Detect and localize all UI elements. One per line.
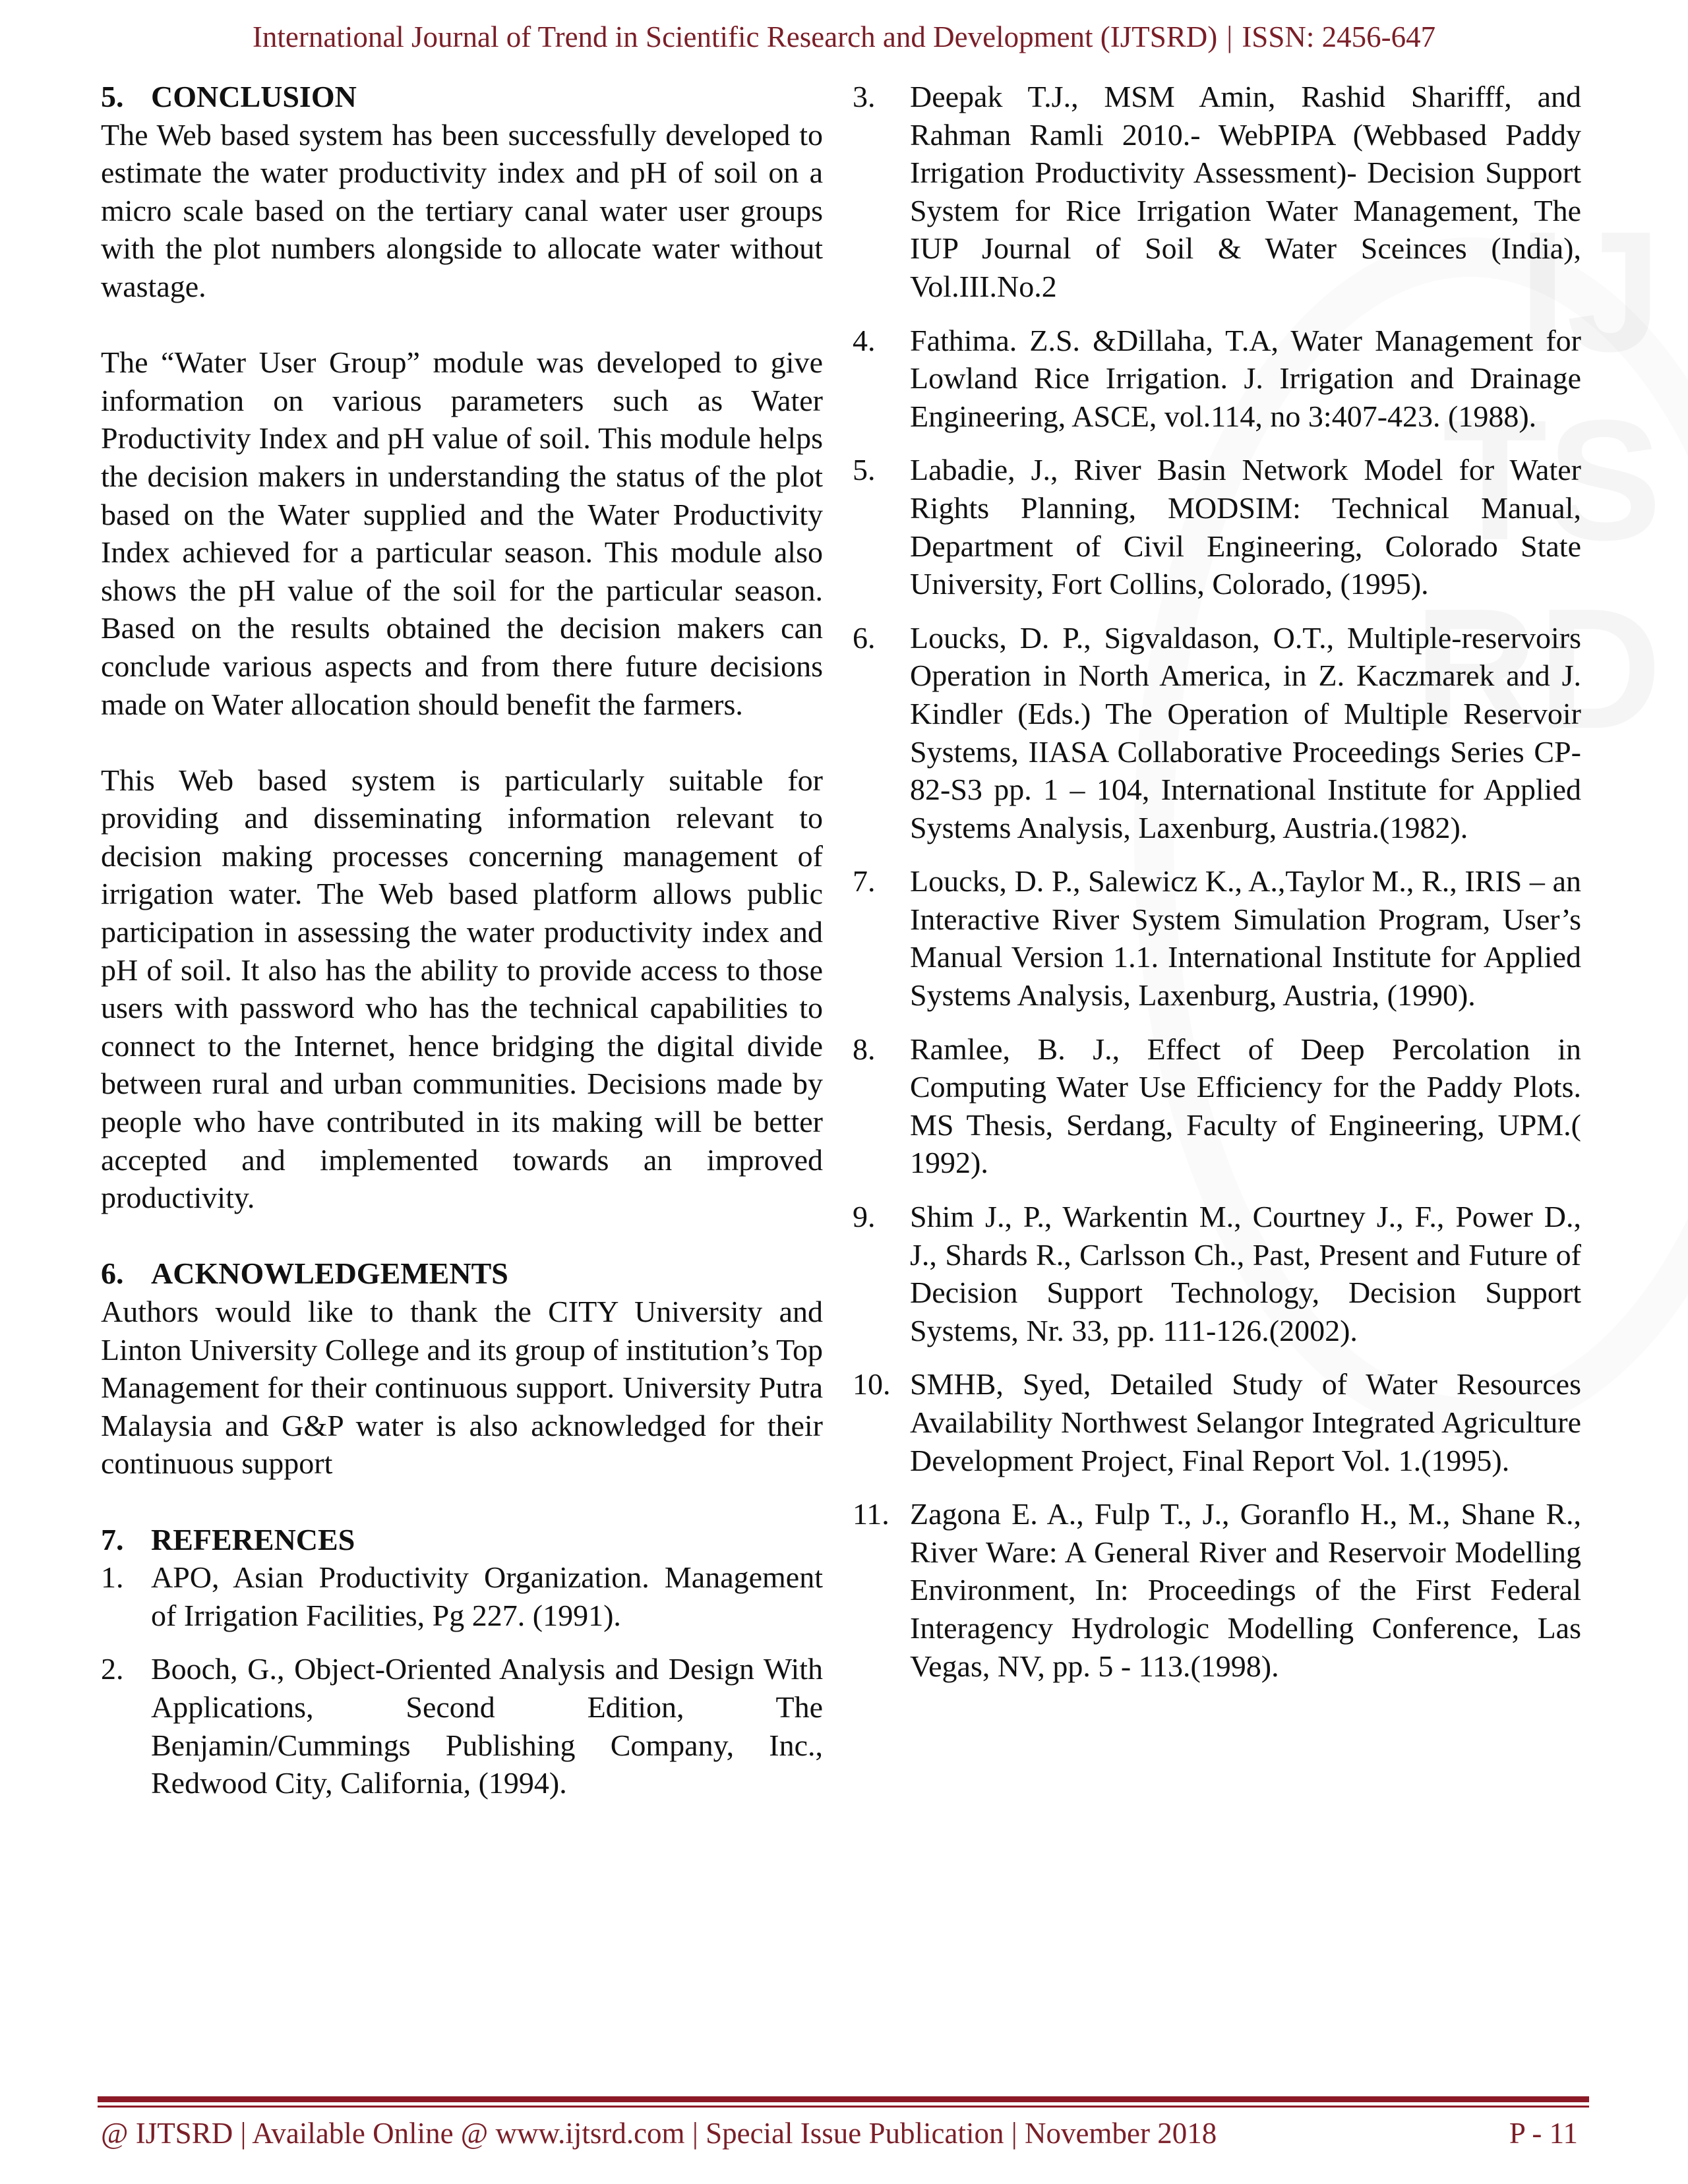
footer-date: November 2018: [1025, 2117, 1217, 2150]
reference-text: SMHB, Syed, Detailed Study of Water Resources Availability Northwest Selangor Integrated Agriculture Development Project, Final Report Vol. 1.(1995).: [910, 1367, 1581, 1477]
reference-item: [853, 1365, 1581, 1479]
reference-list-left: [101, 1558, 823, 1802]
reference-item: [853, 619, 1581, 847]
reference-number: 1.: [101, 1560, 124, 1595]
reference-number: 10.: [853, 1367, 891, 1402]
section-title: CONCLUSION: [151, 80, 357, 113]
conclusion-paragraph-2: The “Water User Group” module was developed to give information on various parameters such as Water Productivity Index and pH value of soil. This module helps the decision makers in understanding the status of the plot based on the Water supplied and the Water Productivity Index achieved for a particular season. This module also shows the pH value of the soil for the particular season. Based on the results obtained the decision makers can conclude various aspects and from there future decisions made on Water allocation should benefit the farmers.: [101, 345, 823, 721]
footer-separator: |: [240, 2117, 253, 2150]
reference-item: [101, 1558, 823, 1634]
reference-text: APO, Asian Productivity Organization. Management of Irrigation Facilities, Pg 227. (1991).: [151, 1560, 823, 1632]
reference-text: Loucks, D. P., Salewicz K., A.,Taylor M., R., IRIS – an Interactive River System Simulation Program, User’s Manual Version 1.1. International Institute for Applied Systems Analysis, Laxenburg, Austria, (1990).: [910, 864, 1581, 1013]
watermark: IJ TS RD: [1414, 198, 1662, 765]
issn: ISSN: 2456-647: [1242, 20, 1436, 53]
section-title: ACKNOWLEDGEMENTS: [151, 1256, 508, 1291]
conclusion-paragraph-1: The Web based system has been successfully developed to estimate the water productivity index and pH of soil on a micro scale based on the tertiary canal water user groups with the plot numbers alongside to allocate water without wastage.: [101, 117, 823, 303]
section-number: 5.: [101, 80, 124, 113]
reference-text: Shim J., P., Warkentin M., Courtney J., F., Power D., J., Shards R., Carlsson Ch., Past, Present and Future of Decision Support Technology, Decision Support Systems, Nr. 33, pp. 111-126.(2002).: [910, 1200, 1581, 1347]
section-number: 6.: [101, 1256, 124, 1291]
footer-online-link[interactable]: Available Online @ www.ijtsrd.com: [252, 2117, 685, 2150]
reference-number: 8.: [853, 1032, 876, 1066]
reference-item: [853, 862, 1581, 1014]
reference-number: 9.: [853, 1200, 876, 1234]
footer-site: @ IJTSRD: [101, 2117, 233, 2150]
reference-number: 2.: [101, 1652, 124, 1686]
reference-item: [853, 78, 1581, 306]
reference-text: Labadie, J., River Basin Network Model for Water Rights Planning, MODSIM: Technical Manual, Department of Civil Engineering, Colorado State University, Fort Collins, Colorado, (1995).: [910, 453, 1581, 601]
reference-text: Fathima. Z.S. &Dillaha, T.A, Water Management for Lowland Rice Irrigation. J. Irrigation and Drainage Engineering, ASCE, vol.114, no 3:407-423. (1988).: [910, 323, 1581, 433]
page-number: P - 11: [1509, 2117, 1578, 2150]
footer-separator: |: [1011, 2117, 1025, 2150]
right-column: [853, 78, 1581, 1701]
references-heading: [101, 1521, 823, 1559]
reference-number: 3.: [853, 80, 876, 113]
reference-item: [853, 1495, 1581, 1685]
reference-number: 5.: [853, 453, 876, 487]
section-title: REFERENCES: [151, 1522, 355, 1556]
acknowledgements-heading: [101, 1254, 823, 1293]
reference-item: [853, 1198, 1581, 1349]
reference-text: Loucks, D. P., Sigvaldason, O.T., Multiple-reservoirs Operation in North America, in Z. Kaczmarek and J. Kindler (Eds.) The Operation of Multiple Reservoir Systems, IIASA Collaborative Proceedings Series CP-82-S3 pp. 1 – 104, International Institute for Applied Systems Analysis, Laxenburg, Austria.(1982).: [910, 620, 1581, 844]
reference-number: 6.: [853, 620, 876, 655]
reference-item: [853, 322, 1581, 436]
reference-text: Deepak T.J., MSM Amin, Rashid Sharifff, and Rahman Ramli 2010.- WebPIPA (Webbased Paddy Irrigation Productivity Assessment)- Decision Support System for Rice Irrigation Water Management, The IUP Journal of Soil & Water Sceinces (India), Vol.III.No.2: [910, 80, 1581, 303]
reference-number: 4.: [853, 323, 876, 357]
conclusion-paragraph-3: This Web based system is particularly suitable for providing and disseminating information relevant to decision making processes concerning management of irrigation water. The Web based platform allows public participation in assessing the water productivity index and pH of soil. It also has the ability to provide access to those users with password who has the technical capabilities to connect to the Internet, hence bridging the digital divide between rural and urban communities. Decisions made by people who have contributed in its making will be better accepted and implemented towards an improved productivity.: [101, 763, 823, 1215]
footer-issue: Special Issue Publication: [706, 2117, 1004, 2150]
footer-rule-thick: [98, 2096, 1589, 2102]
footer-separator: |: [692, 2117, 706, 2150]
footer-rule-thin: [98, 2106, 1589, 2108]
journal-name: International Journal of Trend in Scientific Research and Development (IJTSRD): [252, 20, 1218, 53]
running-footer: [101, 2116, 1578, 2150]
reference-item: [853, 451, 1581, 603]
section-number: 7.: [101, 1522, 124, 1556]
running-header: [0, 20, 1688, 54]
reference-text: Zagona E. A., Fulp T., J., Goranflo H., M., Shane R., River Ware: A General River and Reservoir Modelling Environment, In: Proceedings of the First Federal Interagency Hydrologic Modelling Conference, Las Vegas, NV, pp. 5 - 113.(1998).: [910, 1497, 1581, 1683]
reference-text: Ramlee, B. J., Effect of Deep Percolation in Computing Water Use Efficiency for the Paddy Plots. MS Thesis, Serdang, Faculty of Engineering, UPM.( 1992).: [910, 1032, 1581, 1180]
reference-item: [853, 1030, 1581, 1182]
reference-list-right: [853, 78, 1581, 1685]
left-column: [101, 78, 823, 1818]
header-separator: |: [1226, 20, 1233, 53]
reference-number: 7.: [853, 864, 876, 899]
reference-text: Booch, G., Object-Oriented Analysis and Design With Applications, Second Edition, The Benjamin/Cummings Publishing Company, Inc., Redwood City, California, (1994).: [151, 1652, 823, 1800]
conclusion-heading: [101, 78, 823, 116]
acknowledgements-text: Authors would like to thank the CITY University and Linton University College and its group of institution’s Top Management for their continuous support. University Putra Malaysia and G&P water is also acknowledged for their continuous support: [101, 1295, 823, 1481]
reference-number: 11.: [853, 1497, 889, 1531]
reference-item: [101, 1650, 823, 1802]
